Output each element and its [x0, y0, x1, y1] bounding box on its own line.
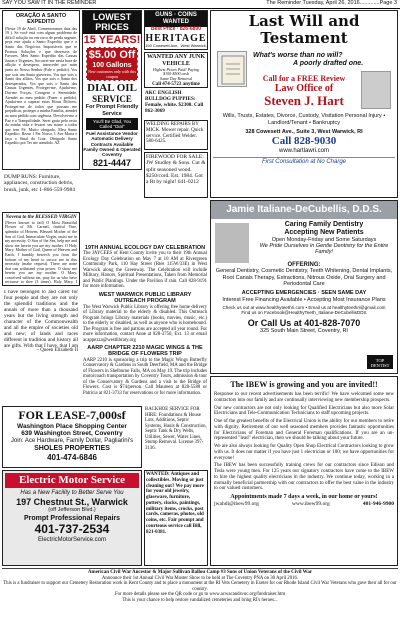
will-title: Last Will and Testament — [248, 12, 360, 48]
library-heading: WEST WARWICK PUBLIC LIBRARY OUTREACH PROGRAM — [98, 291, 192, 305]
dial-oil-phone: 821-4447 — [92, 157, 132, 168]
backhoe-text: BACKHOE SERVICE FOR HIRE: Foundations & House Lots, Additions, Septic Systems, Hauls & Construction, Septic Tank & Dry Wells, Utilities, Sewer, Water Lines, Stump Removal. License 397-3136. — [145, 407, 207, 451]
dental-hours: Open Monday-Friday and Some Saturdays — [271, 236, 377, 243]
law-consult: First Consultation at No Charge — [213, 157, 395, 166]
oracao-ad — [2, 10, 80, 170]
veterans-p4: This is your chance to help restore vandalized cemeteries and bring RI's heroes... — [122, 597, 278, 603]
junk-phone: Call 474-5723 anytime — [152, 81, 200, 87]
ibew-p4: We are also always looking for Quality Open Shop Electrical Contractors looking to grow with us. It does not matter if you have just 1 electrician or 100; we have opportunities for everyone! — [214, 444, 394, 461]
library-text: The West Warwick Public Library is offering free home delivery of Library material to the elderly & disabled. This Outreach Program brings Library materials (books, movies, music, etc.) to the elderly or disabled, as well as anyone who is homebound. The Program is free and patrons are accepted all year round. For more information, contact Anne at 828-3750, Ext. 13 or email acappezza@westlibrary.org — [83, 304, 207, 343]
tribute-signature: – Queen Elizabeth II — [36, 348, 78, 353]
dial-oil-fax — [83, 168, 141, 170]
firewood-ad — [144, 152, 208, 198]
law-services: Wills, Trusts, Estates, Divorce, Custody, Visitation Personal Injury • Landlord/Tenant • Bankruptcy — [222, 113, 386, 126]
aarp-text: AARP 2210 is sponsoring a trip to the Magic Wings Butterfly Conservatory & Gardens in South Deerfield, MA and the Bridge of Flowers in Shelburne Falls, MA on May 19. The trip includes motorcoach transportation by Coventry Tours, admission & tour of the Conservatory & Gardens and a visit to the Bridge of Flowers. Cost is $74/person. Call Maureen at 828-5588 or Patricia at 821-3733 for reservations or for more information. — [83, 357, 207, 396]
ecology-heading: 19TH ANNUAL ECOLOGY DAY CELEBRATION — [84, 245, 206, 251]
lease-agency: SHOLES PROPERTIES — [34, 444, 110, 452]
dial-oil-name: DIAL OIL — [87, 82, 137, 95]
community-news — [82, 244, 208, 404]
lease-title: FOR LEASE-7,000sf — [18, 408, 126, 422]
law-call-review: Call for a FREE Review — [262, 73, 346, 83]
motor-web: ElectricMotorService.com — [37, 537, 106, 544]
akc-text: AKC ENGLISH BULLDOG PUPPIES: Female, white. $2300. Call 862-3069 — [145, 90, 204, 114]
ibew-web: www.ibew99.org — [291, 501, 330, 508]
veterans-p3: For more details please see the QR code or go to www.acwacandsvuc.org/fundraiser.htm — [114, 592, 286, 598]
motor-address: 197 Chestnut St., Warwick — [16, 496, 128, 507]
guns-shop: HERITAGE — [145, 32, 207, 44]
years-badge: 15 YEARS! — [83, 33, 141, 46]
electric-motor-ad — [2, 470, 142, 566]
motor-phone: 401-737-2534 — [34, 522, 110, 537]
motor-tagline: Has a New Facility to Better Serve You — [20, 489, 124, 496]
attorney-photo — [361, 71, 391, 109]
top-dentist-badge: TOP DENTIST — [367, 355, 393, 369]
veterans-p2: This is a fundraiser to support our Cemetery Restoration work in Kent County and to place a monument at the RI Vets Cemetery in Exeter for our Rhode Island Civil War Veterans who gave their all for our country. — [3, 581, 397, 592]
ibew-contact — [214, 501, 394, 507]
backhoe-ad — [144, 406, 208, 468]
ibew-phone: 401-946-9900 — [362, 501, 394, 508]
veterans-p1: Announce their 1st Annual Civil War Muster Show to be held at The Coventry PNA on 30 April 2016. — [101, 575, 299, 581]
dental-web: Check us out at www.healthyteethri.com • Email us at healthyteethri@gmail.com — [222, 304, 386, 310]
header-left: SAY YOU SAW IT IN THE REMINDER — [2, 0, 97, 6]
ecology-text: The JAYCEES of Kent County invite you to their 19th Annual Ecology Day Celebration on May 7 at 10 AM at Rivergreen Community Park, 110 Hay Street (Rtes 115W/33E) in West Warwick along the Greenway. The Celebration will include Military, Honors, Spiritual Presentations, Taken from Memorial and Public Plantings. Under the Pavilion if rain. Call 828-9191 for more information. — [83, 251, 207, 290]
firewood-text: FIREWOOD FOR SALE: JW Studley & Sons. Cut & split seasoned wood. $250/cord. Est. 1984. Got a Rt by night! 641-0212 — [146, 154, 206, 186]
dial-oil-service: SERVICE — [92, 93, 132, 104]
dial-oil-ad — [82, 10, 142, 170]
header-rule — [0, 8, 400, 9]
guns-coins-ad — [144, 10, 208, 50]
lowest-prices-title: LOWEST PRICES — [83, 11, 141, 34]
junk-towing: Same Day Removal — [160, 75, 192, 81]
akc-ad — [144, 90, 208, 118]
dial-oil-slogan: You'll Be Glad, You Called "Dial" — [86, 118, 138, 130]
novena-title: Novena to the BLESSED VIRGIN — [5, 215, 77, 220]
dental-address: 325 South Main Street, Coventry, RI — [260, 327, 348, 334]
dental-services: General Dentistry, Cosmetic Dentistry, Teeth Whitening, Dental Implants, Root Canals Therapy, Extractions, Nitrous Oxide, Oral Surgery and Periodontal Care — [215, 268, 393, 288]
ibew-p1: Response to our recent advertisements has been terrific! We have welcomed some new contractors into our family and are continually interviewing new membership prospects. — [214, 392, 394, 403]
ibew-p3: One of the greatest benefits of the Electrical Union is the ability for our members to retire with dignity. Retirement of our well seasoned members provides fantastic opportunities for Electricians of Foreman and General Foreman qualifications. If you are an un-represented "lead" electrician, then we should be talking about your future. — [214, 419, 394, 442]
dental-title: Jamie Italiane-DeCubellis, D.D.S. — [211, 201, 397, 219]
ibew-email: jwahdi@ibew99.org — [214, 501, 259, 508]
law-question: What's worse than no will? — [253, 51, 343, 59]
antiques-text: WANTED: Antiques and collectibles. Moving or just cleaning out? We pay more for your old jewelry, glassware, furniture, pottery, clocks, paintings, military items, crocks, post cards, cameras, photos, old coins, etc. Fair prompt and courteous service call Bill, 821-0381. — [146, 472, 204, 535]
coupon-price: $5.00 Off — [88, 49, 136, 62]
law-office-label: Law Office of — [274, 82, 334, 94]
motor-prompt: Prompt Professional Repairs — [23, 515, 121, 523]
junk-vehicle-ad — [144, 52, 208, 88]
dental-pride: We Pride Ourselves in Gentle Dentistry for the Entire Family! — [259, 242, 389, 256]
coupon-note: New customers only with this coupon — [88, 69, 136, 79]
dental-tag1: Caring Family Dentistry — [284, 220, 364, 228]
dental-ad — [210, 200, 398, 374]
oracao-title: ORAÇÃO A SANTO EXPEDITO — [15, 13, 67, 26]
oracao-text: (Neste 19 de Abril, Comemoramos dais das 19 ). Se você está com algum problema de difícil solução ou em risco de perda urgente, peça este ajuda a Santo Expedito que e o Santo das Negócios Impossíveis que te Promos Soluções e que dezesseis de Favores. Meu Santo Expedito das Causas Justas e Urgentes, Socorrei-me nesta hora de aflição e desespero, intercedei por mim junto ao Nosso Senhor (Fale o pedido). Vos que sois um Santo guerreiro, Vos que sois o Santo dos aflitos, Vos que sois o Santo dos desesperados, Vos que sois o Santo das Causas Urgentes, Protegei-me, Ajudai-me, Dai-me Forças, Coragem e Serenidade. Atendei ao meu pedido (Fazer o pedido). Ajudai-me a superar estas Horas Difíceis, Protegei-me de todos que possam me prejudicar, protegei a minha Família, atendei ao meu pedido com urgência. Devolvei-me a Paz e a Tranquilidade. Serei grato pelo resto da minha vida e levarei seu nome a todos que tem Fé. Muito obrigado. Meu Santo Expedito. Rezar 1 Pai Nosso, 1 Ave Maria e faça o Sinal da Cruz. Obrigado Santo Expedito por Ter me atendido. AZ — [5, 25, 77, 146]
veterans-ad — [2, 568, 398, 624]
veterans-title: American Civil War Ancestor & Major Sullivan Ballou Camp #3 Sons of Union Veterans of the Civil War — [87, 570, 313, 575]
ibew-appointments: Appointments made 7 days a week, in our home or yours! — [230, 494, 378, 501]
dial-oil-prompt: For Prompt Friendly Service — [85, 104, 139, 117]
ibew-ad — [210, 376, 398, 566]
dental-offering: OFFERING: — [287, 261, 321, 268]
tribute-text: I have belonged to and cared for four people and they are not only the splendid traditions and the annals of more than a thousand years but the living strength and character of the Commonwealth and all the empire of societies old and new; of lands and races different in tradition and history all are gifts. With that I have, that I am — [4, 290, 78, 348]
junk-wanted: WANTED ANY JUNK VEHICLE — [146, 54, 206, 67]
lease-address: 639 Washington Street, Coventry — [21, 430, 123, 438]
guns-best-price: Best Price · 826-6800 — [150, 25, 202, 32]
law-phone: Call 828-9030 — [271, 135, 337, 148]
coupon-box — [86, 47, 138, 81]
dental-accepting: ACCEPTING EMERGENCIES · SEEN SAME DAY — [241, 290, 367, 297]
dental-tag2: Accepting New Patients — [284, 228, 364, 236]
dump-runs-ad — [2, 172, 80, 210]
guns-title: GUNS · COINS WANTED — [145, 11, 207, 27]
coupon-sub: 100 Gallons — [92, 61, 132, 69]
dentist-photo — [215, 223, 249, 263]
novena-ad — [2, 212, 80, 286]
law-attorney-name: Steven J. Hart — [264, 93, 344, 109]
scroll-icon — [217, 51, 247, 87]
tribute-ad — [2, 288, 80, 358]
law-answer: A poorly drafted one. — [293, 59, 364, 67]
welding-ad — [144, 120, 208, 150]
aarp-heading: AARP CHAPTER 2210 MAGIC WINGS & THE BRIDGE OF FLOWERS TRIP — [87, 345, 203, 358]
for-lease-ad — [2, 406, 142, 468]
motor-title: Electric Motor Service — [5, 473, 139, 488]
guns-address: 150 Cowesett Ave., West Warwick, — [145, 43, 207, 49]
law-website: www.hartlawri.com — [278, 147, 329, 154]
lease-phone: 401-474-6846 — [47, 452, 97, 462]
junk-note: Highest Prices Paid! Paying $100-$500 cash — [153, 66, 199, 77]
antiques-ad — [144, 470, 208, 566]
ibew-p2: Our new contractors are not only looking for Qualified Electricians but also more Solar Electricians and Tele-Communication Technicians to staff upcoming projects. — [214, 405, 394, 417]
lease-join: Join: Ace Hardware, Family Dollar, Pagliarini's — [10, 437, 134, 444]
dental-financing: Interest Free Financing Available • Accepting Most Insurance Plans — [222, 296, 386, 303]
ibew-p5: The IBEW has been successfully training crews for our contractors since Edison and Tesla were young men. For 125 years our signatory contractors have come to the IBEW to hire the highest quality electricians in the industry. We continue today, working in a mutually beneficial partnership with our contractors to offer the best value in the industry to our valued customers. — [214, 463, 394, 492]
dump-runs-text: DUMP RUNS: Furniture, appliances, construction debris, brush, junk, etc 1-866-559-9984 — [4, 174, 76, 193]
header-right: The Reminder Tuesday, April 26, 2016.............Page 3 — [266, 0, 397, 6]
lease-building: Washington Place Shopping Center — [17, 422, 127, 430]
novena-text: (Never known to fail) O Most Beautiful Flower of Mt. Carmel, fruitful Vine, splendor of Heaven, Blessed Mother of the Son of God, Immaculate Virgin, assist me in my necessity. O Star of the Sea, help me and show me herein you are my mother. O Holy Mary, Mother of God, Queen of Heaven and Earth, I humbly beseech you from the bottom of my heart to succor me in this necessity (make request). There are none that can withstand your power. O show me herein you are my mother. O Mary, conceived without sin, pray for us who have recourse to thee (3 times). Holy Mary, I — [5, 219, 77, 285]
dental-facebook: Find us on Facebook@HealthyTeeth_Italiane-DeCubellisDDS — [241, 310, 367, 316]
dental-call: Or Call Us at 401-828-7070 — [247, 317, 361, 328]
law-address: 328 Cowesett Ave., Suite 3, West Warwick, RI — [245, 128, 363, 135]
welding-text: WELDING REPAIRS BY MICK. Mower repair. Quick service. Certified Welder. 580-6425. — [146, 122, 204, 145]
law-office-ad — [210, 10, 398, 198]
dial-oil-family: Family Owned & Operated Coventry — [83, 147, 141, 158]
dial-oil-assistance: Fuel Assistance Vendor Automatic Delivery Contracts Available — [86, 131, 138, 147]
motor-note: (off Jefferson Blvd.) — [48, 506, 96, 513]
ibew-title: The IBEW is growing and you are invited!! — [230, 380, 378, 389]
